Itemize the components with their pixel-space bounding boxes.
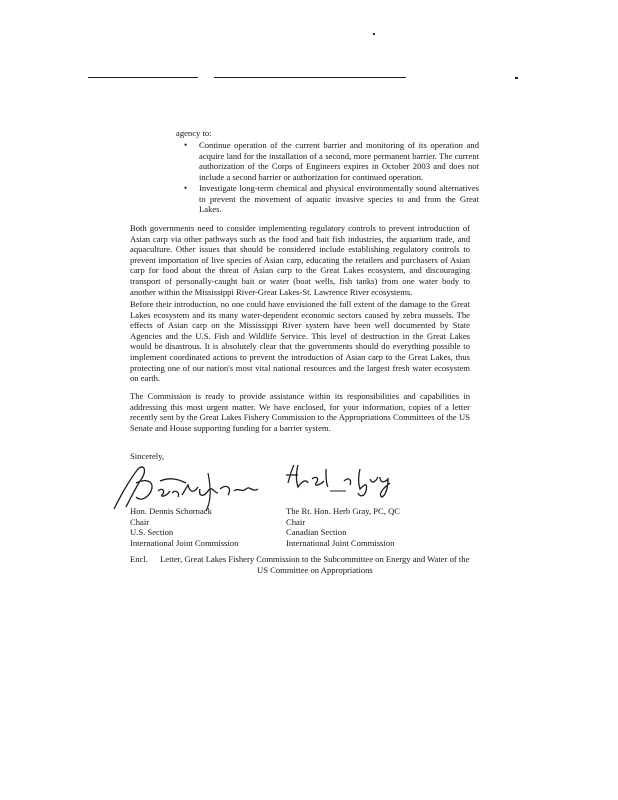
bullet-icon: • [184, 140, 188, 150]
signature-gray [282, 461, 412, 501]
signatory-canada [286, 506, 400, 548]
header-rule-left [88, 77, 198, 78]
body-paragraph: The Commission is ready to provide assistance within its responsibilities and capabilities in addressing this most urgent matter. We have enclosed, for your information, copies of a letter recently sent by the Great Lakes Fishery Commission to the Appropriations Committees of the US Senate and House supporting funding for a barrier system. [130, 391, 470, 433]
enclosure-line-2: US Committee on Appropriations [257, 565, 373, 575]
signatory-section: Canadian Section [286, 527, 347, 538]
signatory-org: International Joint Commission [130, 537, 239, 548]
signatory-name: The Rt. Hon. Herb Gray, PC, QC [286, 506, 401, 516]
closing: Sincerely, [130, 451, 165, 461]
body-paragraph: Both governments need to consider implementing regulatory controls to prevent introduction of Asian carp via other pathways such as the food and bait fish industries, the aquarium trade, and aquaculture. Other issues that should be considered include establishing regulatory controls to prevent importation of live species of Asian carp, educating the retailers and purchasers of Asian carp for food about the threat of Asian carp to the Great Lakes ecosystem, and discouraging transport of personally-caught bait or water (boat wells, fish tanks) from one water body to another within the Mississippi River-Great Lakes-St. Lawrence River ecosystems. [130, 223, 470, 297]
scan-speck [373, 33, 375, 35]
signatory-section: U.S. Section [130, 527, 174, 538]
intro-text: agency to: [176, 128, 212, 138]
scan-speck [515, 77, 518, 79]
body-paragraph: Before their introduction, no one could have envisioned the full extent of the damage to the Great Lakes ecosystem and its many water-dependent economic sectors caused by zebra mussels. The effects of Asian carp on the Mississippi River system have been well documented by State Agencies and the U.S. Fish and Wildlife Service. This level of destruction in the Great Lakes would be disastrous. It is absolutely clear that the governments should do everything possible to implement coordinated actions to prevent the introduction of Asian carp to the Great Lakes, thus protecting one of our nation's most vital national resources and the largest fresh water ecosystem on earth. [130, 299, 470, 384]
header-rule-right [214, 77, 406, 78]
enclosure-line-1: Letter, Great Lakes Fishery Commission to the Subcommittee on Energy and Water of the [160, 554, 470, 564]
bullet-icon: • [184, 183, 188, 193]
signatory-name: Hon. Dennis Schornack [130, 506, 212, 516]
bullet-item: Continue operation of the current barrier and monitoring of its operation and acquire land for the installation of a second, more permanent barrier. The current authorization of the Corps of Engineers expires in October 2003 and does not include a second barrier or authorization for continued operation. [199, 140, 479, 182]
signatory-org: International Joint Commission [286, 537, 395, 548]
enclosure-label: Encl. [130, 554, 148, 564]
signatory-title: Chair [286, 516, 306, 527]
signatory-title: Chair [130, 516, 150, 527]
bullet-item: Investigate long-term chemical and physical environmentally sound alternatives to prevent the movement of aquatic invasive species to and from the Great Lakes. [199, 183, 479, 215]
signatory-us [130, 506, 238, 548]
